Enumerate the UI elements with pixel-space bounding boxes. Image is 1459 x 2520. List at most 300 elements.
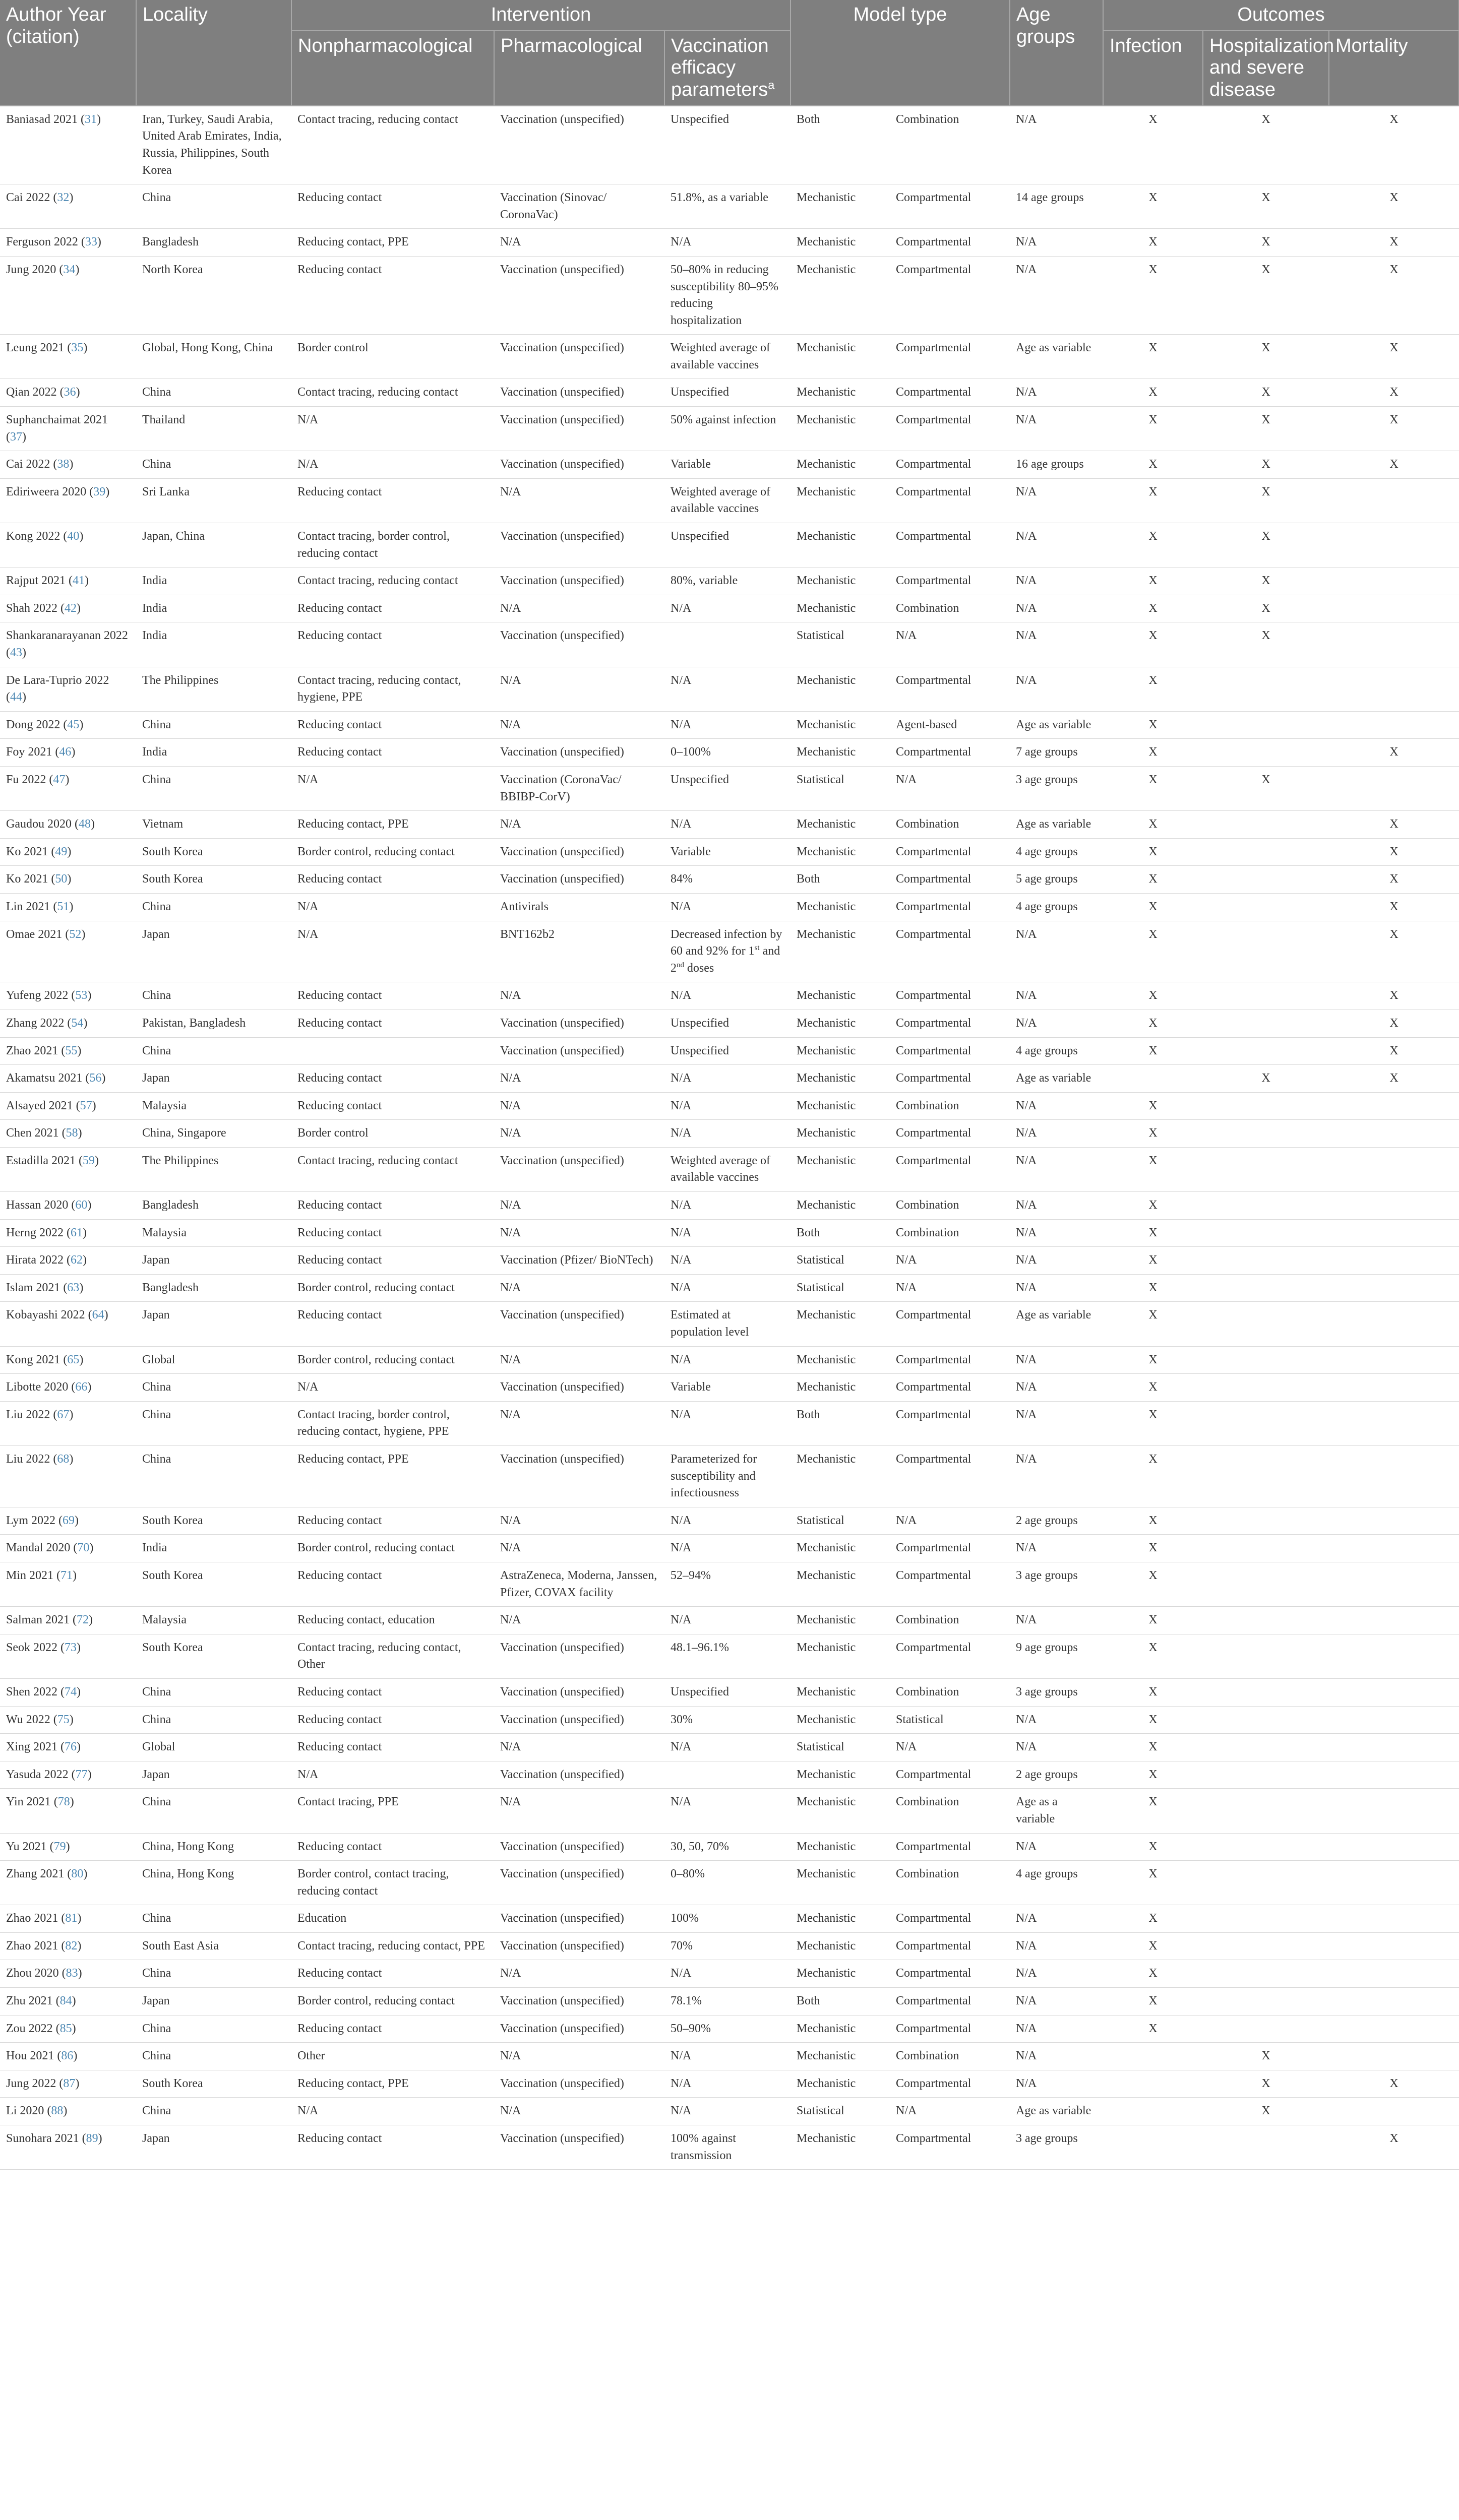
citation-link[interactable]: 73 — [65, 1641, 77, 1654]
pharm-cell: N/A — [494, 2043, 664, 2070]
locality-cell: Sri Lanka — [136, 478, 291, 523]
author-cell: Liu 2022 (67) — [0, 1401, 136, 1445]
author-year: Li 2020 — [6, 2104, 44, 2118]
citation-link[interactable]: 47 — [53, 773, 66, 786]
citation-link[interactable]: 89 — [86, 2132, 98, 2146]
author-cell: Akamatsu 2021 (56) — [0, 1065, 136, 1093]
model-structure-cell: Compartmental — [890, 184, 1010, 229]
citation-link[interactable]: 46 — [59, 745, 72, 759]
mortality-cell — [1329, 568, 1459, 595]
model-approach-cell: Mechanistic — [791, 1833, 890, 1861]
nonpharm-cell: Reducing contact — [291, 1678, 494, 1706]
mortality-cell — [1329, 1607, 1459, 1634]
age-groups-cell: N/A — [1010, 379, 1103, 407]
infection-cell: X — [1103, 1833, 1203, 1861]
citation-link[interactable]: 40 — [67, 530, 80, 543]
age-groups-cell: N/A — [1010, 1535, 1103, 1562]
table-row — [0, 838, 1459, 866]
author-year: Lin 2021 — [6, 900, 50, 913]
infection-cell: X — [1103, 1607, 1203, 1634]
author-cell: Dong 2022 (45) — [0, 711, 136, 739]
model-structure-cell: Compartmental — [890, 739, 1010, 767]
author-cell: Yu 2021 (79) — [0, 1833, 136, 1861]
vaccination-efficacy-cell: 51.8%, as a variable — [664, 184, 791, 229]
author-cell: Fu 2022 (47) — [0, 766, 136, 810]
hospitalization-cell — [1203, 1562, 1329, 1606]
table-row — [0, 229, 1459, 257]
citation-link[interactable]: 82 — [65, 1939, 78, 1952]
citation-link[interactable]: 63 — [67, 1281, 80, 1294]
nonpharm-cell: Border control — [291, 1120, 494, 1148]
pharm-cell: N/A — [494, 811, 664, 839]
hospitalization-cell — [1203, 1761, 1329, 1789]
vaccination-efficacy-cell: N/A — [664, 982, 791, 1010]
citation-link[interactable]: 65 — [67, 1353, 80, 1366]
locality-cell: India — [136, 568, 291, 595]
citation-link[interactable]: 62 — [70, 1253, 83, 1267]
author-cell: Hirata 2022 (62) — [0, 1247, 136, 1275]
author-year: Zou 2022 — [6, 2022, 53, 2035]
vaccination-efficacy-cell: Estimated at population level — [664, 1302, 791, 1346]
citation-link[interactable]: 42 — [65, 601, 77, 615]
locality-cell: China — [136, 1678, 291, 1706]
model-approach-cell: Mechanistic — [791, 1678, 890, 1706]
model-structure-cell: Combination — [890, 2043, 1010, 2070]
locality-cell: India — [136, 1535, 291, 1562]
mortality-cell: X — [1329, 2125, 1459, 2170]
citation-link[interactable]: 55 — [65, 1044, 78, 1057]
citation-link[interactable]: 85 — [59, 2022, 72, 2035]
model-approach-cell: Mechanistic — [791, 1535, 890, 1562]
locality-cell: Vietnam — [136, 811, 291, 839]
model-approach-cell: Mechanistic — [791, 1932, 890, 1960]
model-approach-cell: Mechanistic — [791, 1010, 890, 1037]
nonpharm-cell: Reducing contact — [291, 1734, 494, 1761]
model-approach-cell: Mechanistic — [791, 1446, 890, 1507]
age-groups-cell: 4 age groups — [1010, 893, 1103, 921]
locality-cell: Japan — [136, 1761, 291, 1789]
author-year: Seok 2022 — [6, 1641, 57, 1654]
citation-link[interactable]: 36 — [64, 386, 76, 399]
vaccination-efficacy-cell: Unspecified — [664, 106, 791, 184]
citation-link[interactable]: 37 — [10, 430, 22, 444]
table-row — [0, 1789, 1459, 1833]
locality-cell: China — [136, 1960, 291, 1988]
age-groups-cell: N/A — [1010, 106, 1103, 184]
author-year: Zhu 2021 — [6, 1994, 53, 2008]
nonpharm-cell: Reducing contact, education — [291, 1607, 494, 1634]
vaccination-efficacy-cell: N/A — [664, 1274, 791, 1302]
locality-cell: India — [136, 622, 291, 667]
model-approach-cell: Mechanistic — [791, 1302, 890, 1346]
citation-link[interactable]: 35 — [71, 341, 84, 355]
pharm-cell: N/A — [494, 1092, 664, 1120]
author-year: Mandal 2020 — [6, 1541, 71, 1555]
nonpharm-cell: N/A — [291, 2098, 494, 2125]
pharm-cell: N/A — [494, 1346, 664, 1374]
infection-cell: X — [1103, 1932, 1203, 1960]
table-row — [0, 1507, 1459, 1535]
author-cell: Baniasad 2021 (31) — [0, 106, 136, 184]
hospitalization-cell: X — [1203, 766, 1329, 810]
hospitalization-cell: X — [1203, 523, 1329, 568]
infection-cell: X — [1103, 711, 1203, 739]
model-structure-cell: Compartmental — [890, 335, 1010, 379]
nonpharm-cell: Reducing contact — [291, 1507, 494, 1535]
citation-link[interactable]: 41 — [73, 574, 85, 588]
hospitalization-cell: X — [1203, 2043, 1329, 2070]
table-row — [0, 1988, 1459, 2015]
model-approach-cell: Both — [791, 866, 890, 894]
infection-cell — [1103, 2098, 1203, 2125]
locality-cell: Japan — [136, 1988, 291, 2015]
author-cell: Salman 2021 (72) — [0, 1607, 136, 1634]
infection-cell: X — [1103, 1274, 1203, 1302]
mortality-cell — [1329, 1302, 1459, 1346]
infection-cell: X — [1103, 1861, 1203, 1905]
nonpharm-cell — [291, 1037, 494, 1065]
model-approach-cell: Mechanistic — [791, 811, 890, 839]
vaccination-efficacy-cell: 50% against infection — [664, 407, 791, 451]
mortality-cell: X — [1329, 1010, 1459, 1037]
citation-link[interactable]: 80 — [71, 1867, 84, 1881]
citation-link[interactable]: 51 — [57, 900, 70, 913]
model-structure-cell: Compartmental — [890, 523, 1010, 568]
author-cell: Libotte 2020 (66) — [0, 1374, 136, 1402]
table-row — [0, 1219, 1459, 1247]
mortality-cell: X — [1329, 335, 1459, 379]
citation-link[interactable]: 34 — [63, 263, 76, 276]
model-approach-cell: Mechanistic — [791, 838, 890, 866]
mortality-cell: X — [1329, 2070, 1459, 2098]
model-approach-cell: Mechanistic — [791, 1789, 890, 1833]
vaccination-efficacy-cell: N/A — [664, 595, 791, 622]
model-structure-cell: Compartmental — [890, 893, 1010, 921]
infection-cell: X — [1103, 1010, 1203, 1037]
infection-cell: X — [1103, 451, 1203, 479]
infection-cell: X — [1103, 667, 1203, 711]
table-row — [0, 407, 1459, 451]
pharm-cell: Vaccination (unspecified) — [494, 1302, 664, 1346]
table-row — [0, 1120, 1459, 1148]
citation-link[interactable]: 75 — [57, 1713, 70, 1726]
model-structure-cell: N/A — [890, 766, 1010, 810]
model-structure-cell: Compartmental — [890, 667, 1010, 711]
vaccination-efficacy-cell: N/A — [664, 1219, 791, 1247]
author-year: Kong 2021 — [6, 1353, 60, 1366]
nonpharm-cell: Reducing contact — [291, 711, 494, 739]
citation-link[interactable]: 45 — [67, 718, 80, 731]
hospitalization-cell: X — [1203, 451, 1329, 479]
model-structure-cell: N/A — [890, 1507, 1010, 1535]
table-row — [0, 478, 1459, 523]
header-mortality: Mortality — [1329, 31, 1459, 106]
nonpharm-cell: N/A — [291, 893, 494, 921]
citation-link[interactable]: 83 — [66, 1967, 78, 1980]
model-approach-cell: Mechanistic — [791, 451, 890, 479]
citation-link[interactable]: 64 — [92, 1308, 104, 1322]
model-structure-cell: Compartmental — [890, 982, 1010, 1010]
locality-cell: South Korea — [136, 838, 291, 866]
author-cell: Islam 2021 (63) — [0, 1274, 136, 1302]
mortality-cell: X — [1329, 893, 1459, 921]
header-model-type: Model type — [791, 0, 1010, 106]
hospitalization-cell: X — [1203, 2098, 1329, 2125]
hospitalization-cell — [1203, 1302, 1329, 1346]
locality-cell: The Philippines — [136, 667, 291, 711]
model-approach-cell: Mechanistic — [791, 1120, 890, 1148]
mortality-cell — [1329, 1147, 1459, 1191]
table-row — [0, 256, 1459, 334]
pharm-cell: Antivirals — [494, 893, 664, 921]
model-approach-cell: Mechanistic — [791, 2015, 890, 2043]
mortality-cell — [1329, 2015, 1459, 2043]
mortality-cell — [1329, 1861, 1459, 1905]
locality-cell: Japan — [136, 1302, 291, 1346]
citation-link[interactable]: 54 — [71, 1016, 84, 1030]
infection-cell: X — [1103, 184, 1203, 229]
citation-link[interactable]: 77 — [75, 1768, 88, 1781]
model-approach-cell: Mechanistic — [791, 1634, 890, 1678]
hospitalization-cell — [1203, 866, 1329, 894]
nonpharm-cell: Reducing contact — [291, 1219, 494, 1247]
infection-cell: X — [1103, 1507, 1203, 1535]
infection-cell: X — [1103, 893, 1203, 921]
citation-link[interactable]: 43 — [10, 646, 22, 659]
author-cell: Ferguson 2022 (33) — [0, 229, 136, 257]
table-row — [0, 1247, 1459, 1275]
age-groups-cell: N/A — [1010, 1960, 1103, 1988]
vaccination-efficacy-cell: Unspecified — [664, 766, 791, 810]
pharm-cell: N/A — [494, 1192, 664, 1220]
table-row — [0, 1192, 1459, 1220]
model-structure-cell: N/A — [890, 1734, 1010, 1761]
mortality-cell — [1329, 1833, 1459, 1861]
model-structure-cell: Compartmental — [890, 1010, 1010, 1037]
hospitalization-cell — [1203, 1274, 1329, 1302]
citation-link[interactable]: 68 — [57, 1453, 70, 1466]
model-structure-cell: Compartmental — [890, 1905, 1010, 1933]
nonpharm-cell: Contact tracing, reducing contact, Other — [291, 1634, 494, 1678]
citation-link[interactable]: 79 — [53, 1840, 66, 1853]
header-pharm: Pharmacological — [494, 31, 664, 106]
citation-link[interactable]: 84 — [59, 1994, 72, 2008]
author-year: Zhang 2022 — [6, 1016, 65, 1030]
mortality-cell — [1329, 595, 1459, 622]
citation-link[interactable]: 71 — [60, 1568, 73, 1582]
author-cell: Liu 2022 (68) — [0, 1446, 136, 1507]
author-cell: Omae 2021 (52) — [0, 921, 136, 982]
model-structure-cell: Compartmental — [890, 568, 1010, 595]
locality-cell: Japan — [136, 921, 291, 982]
model-approach-cell: Mechanistic — [791, 478, 890, 523]
citation-link[interactable]: 57 — [80, 1099, 92, 1112]
hospitalization-cell — [1203, 1833, 1329, 1861]
citation-link[interactable]: 61 — [70, 1226, 83, 1239]
model-structure-cell: Compartmental — [890, 379, 1010, 407]
pharm-cell: N/A — [494, 478, 664, 523]
age-groups-cell: N/A — [1010, 2015, 1103, 2043]
pharm-cell: N/A — [494, 1219, 664, 1247]
model-structure-cell: Statistical — [890, 1706, 1010, 1734]
table-row — [0, 1761, 1459, 1789]
author-year: Zhao 2021 — [6, 1044, 58, 1057]
hospitalization-cell — [1203, 1010, 1329, 1037]
vaccination-efficacy-cell: 50–90% — [664, 2015, 791, 2043]
author-cell: Kobayashi 2022 (64) — [0, 1302, 136, 1346]
citation-link[interactable]: 81 — [65, 1912, 78, 1925]
author-cell: Zhang 2021 (80) — [0, 1861, 136, 1905]
citation-link[interactable]: 72 — [77, 1613, 89, 1627]
citation-link[interactable]: 86 — [61, 2049, 74, 2063]
nonpharm-cell: N/A — [291, 451, 494, 479]
citation-link[interactable]: 31 — [84, 112, 97, 126]
citation-link[interactable]: 44 — [10, 690, 22, 704]
vaccination-efficacy-cell: 80%, variable — [664, 568, 791, 595]
citation-link[interactable]: 32 — [57, 191, 70, 205]
hospitalization-cell — [1203, 1607, 1329, 1634]
locality-cell: China — [136, 2043, 291, 2070]
citation-link[interactable]: 38 — [57, 458, 70, 471]
mortality-cell: X — [1329, 866, 1459, 894]
author-year: Jung 2020 — [6, 263, 56, 276]
author-cell: Herng 2022 (61) — [0, 1219, 136, 1247]
nonpharm-cell: Reducing contact — [291, 1065, 494, 1093]
nonpharm-cell: Contact tracing, reducing contact, hygiene, PPE — [291, 667, 494, 711]
citation-link[interactable]: 78 — [57, 1795, 70, 1809]
citation-link[interactable]: 67 — [57, 1408, 70, 1421]
table-header — [0, 0, 1459, 106]
model-structure-cell: Combination — [890, 1861, 1010, 1905]
model-structure-cell: Compartmental — [890, 1065, 1010, 1093]
infection-cell: X — [1103, 811, 1203, 839]
age-groups-cell: Age as variable — [1010, 335, 1103, 379]
hospitalization-cell — [1203, 1734, 1329, 1761]
hospitalization-cell — [1203, 1092, 1329, 1120]
age-groups-cell: N/A — [1010, 1147, 1103, 1191]
model-structure-cell: Compartmental — [890, 478, 1010, 523]
citation-link[interactable]: 74 — [65, 1685, 77, 1698]
hospitalization-cell — [1203, 982, 1329, 1010]
table-row — [0, 1562, 1459, 1606]
model-structure-cell: Compartmental — [890, 1761, 1010, 1789]
pharm-cell: N/A — [494, 1607, 664, 1634]
citation-link[interactable]: 56 — [89, 1072, 102, 1085]
citation-link[interactable]: 52 — [69, 927, 82, 941]
table-row — [0, 335, 1459, 379]
citation-link[interactable]: 50 — [55, 872, 68, 886]
age-groups-cell: N/A — [1010, 229, 1103, 257]
age-groups-cell: N/A — [1010, 1905, 1103, 1933]
mortality-cell — [1329, 1905, 1459, 1933]
author-cell: Sunohara 2021 (89) — [0, 2125, 136, 2170]
model-structure-cell: Combination — [890, 1678, 1010, 1706]
citation-link[interactable]: 76 — [65, 1740, 77, 1754]
nonpharm-cell: Reducing contact — [291, 1092, 494, 1120]
locality-cell: China — [136, 184, 291, 229]
model-structure-cell: Compartmental — [890, 1634, 1010, 1678]
model-approach-cell: Mechanistic — [791, 1761, 890, 1789]
citation-link[interactable]: 70 — [77, 1541, 90, 1555]
age-groups-cell: N/A — [1010, 1274, 1103, 1302]
pharm-cell: Vaccination (Pfizer/ BioNTech) — [494, 1247, 664, 1275]
citation-link[interactable]: 66 — [75, 1380, 88, 1394]
citation-link[interactable]: 49 — [55, 845, 68, 858]
mortality-cell — [1329, 1274, 1459, 1302]
author-year: Kobayashi 2022 — [6, 1308, 85, 1322]
citation-link[interactable]: 33 — [85, 235, 97, 249]
author-year: Shankaranarayanan 2022 — [6, 629, 128, 643]
mortality-cell: X — [1329, 838, 1459, 866]
hospitalization-cell — [1203, 1247, 1329, 1275]
table-row — [0, 982, 1459, 1010]
model-structure-cell: Compartmental — [890, 866, 1010, 894]
author-cell: Xing 2021 (76) — [0, 1734, 136, 1761]
hospitalization-cell — [1203, 1535, 1329, 1562]
infection-cell: X — [1103, 478, 1203, 523]
citation-link[interactable]: 39 — [93, 485, 106, 498]
author-year: Yasuda 2022 — [6, 1768, 69, 1781]
model-structure-cell: Combination — [890, 1219, 1010, 1247]
vaccination-efficacy-cell: N/A — [664, 1346, 791, 1374]
age-groups-cell: 3 age groups — [1010, 2125, 1103, 2170]
citation-link[interactable]: 60 — [75, 1199, 88, 1212]
locality-cell: China, Hong Kong — [136, 1833, 291, 1861]
header-intervention: Intervention — [291, 0, 791, 31]
author-cell: Cai 2022 (38) — [0, 451, 136, 479]
author-cell: Min 2021 (71) — [0, 1562, 136, 1606]
vaccination-efficacy-cell: N/A — [664, 1607, 791, 1634]
infection-cell: X — [1103, 335, 1203, 379]
model-approach-cell: Mechanistic — [791, 523, 890, 568]
model-structure-cell: Compartmental — [890, 229, 1010, 257]
age-groups-cell: 7 age groups — [1010, 739, 1103, 767]
mortality-cell — [1329, 1092, 1459, 1120]
table-row — [0, 2125, 1459, 2170]
vaccination-efficacy-cell: N/A — [664, 1734, 791, 1761]
citation-link[interactable]: 59 — [82, 1154, 95, 1167]
author-year: Omae 2021 — [6, 927, 63, 941]
citation-link[interactable]: 69 — [63, 1514, 75, 1527]
pharm-cell: Vaccination (CoronaVac/ BBIBP-CorV) — [494, 766, 664, 810]
hospitalization-cell — [1203, 739, 1329, 767]
hospitalization-cell: X — [1203, 622, 1329, 667]
age-groups-cell: N/A — [1010, 1607, 1103, 1634]
citation-link[interactable]: 87 — [63, 2076, 76, 2090]
infection-cell: X — [1103, 1401, 1203, 1445]
pharm-cell: Vaccination (unspecified) — [494, 866, 664, 894]
author-cell: Ko 2021 (49) — [0, 838, 136, 866]
citation-link[interactable]: 53 — [75, 989, 88, 1002]
citation-link[interactable]: 58 — [66, 1126, 78, 1140]
pharm-cell: Vaccination (unspecified) — [494, 1147, 664, 1191]
model-structure-cell: N/A — [890, 1274, 1010, 1302]
nonpharm-cell: Contact tracing, reducing contact — [291, 1147, 494, 1191]
age-groups-cell: N/A — [1010, 478, 1103, 523]
age-groups-cell: N/A — [1010, 1706, 1103, 1734]
citation-link[interactable]: 88 — [51, 2104, 64, 2118]
mortality-cell — [1329, 1346, 1459, 1374]
citation-link[interactable]: 48 — [78, 817, 91, 831]
hospitalization-cell: X — [1203, 379, 1329, 407]
infection-cell: X — [1103, 766, 1203, 810]
hospitalization-cell — [1203, 1192, 1329, 1220]
nonpharm-cell: Reducing contact, PPE — [291, 229, 494, 257]
table-row — [0, 811, 1459, 839]
author-cell: Li 2020 (88) — [0, 2098, 136, 2125]
infection-cell: X — [1103, 256, 1203, 334]
vaccination-efficacy-cell: Parameterized for susceptibility and infectiousness — [664, 1446, 791, 1507]
